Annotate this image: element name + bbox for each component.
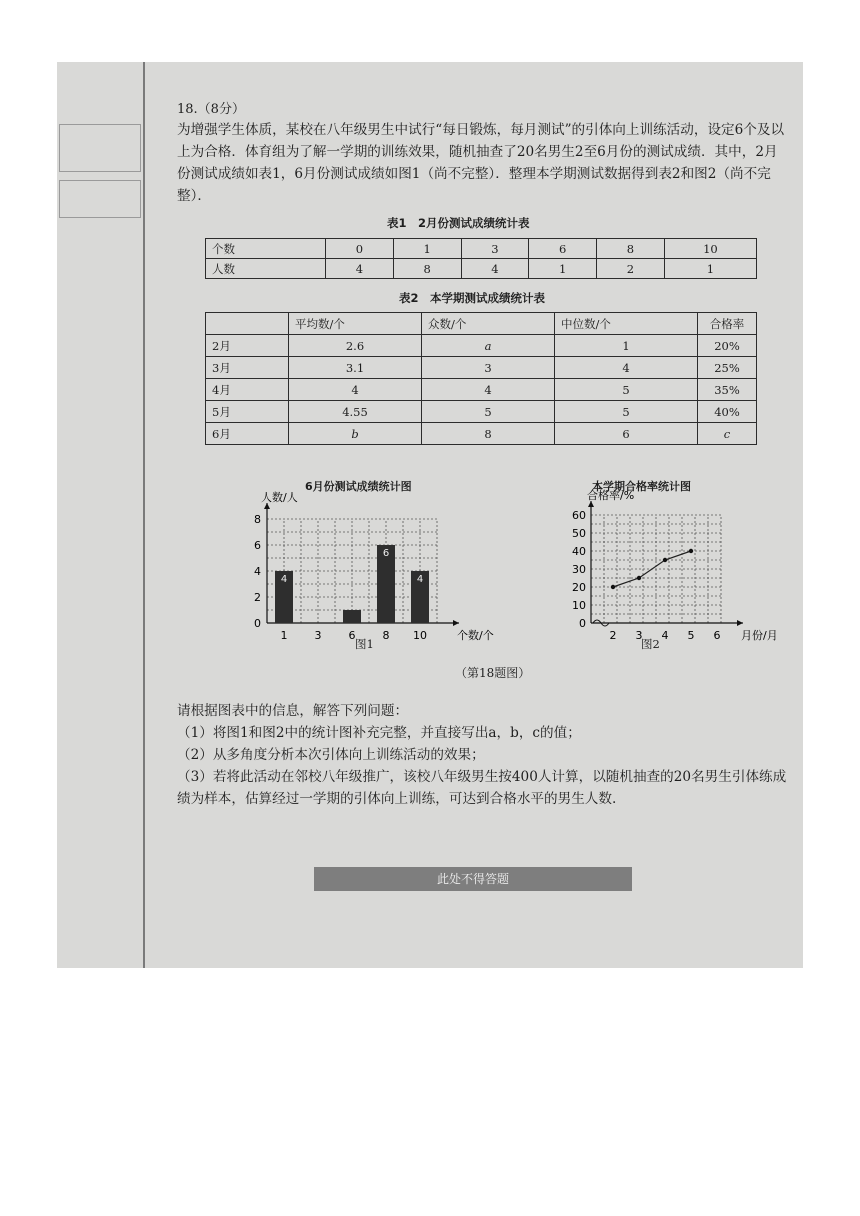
- table2-cell: 5: [422, 401, 555, 423]
- table2-cell: a: [422, 335, 555, 357]
- subquestion-1: （1）将图1和图2中的统计图补充完整，并直接写出a，b，c的值；: [177, 725, 581, 741]
- binding-margin-line: [143, 62, 145, 968]
- table1-cell: 6: [529, 239, 597, 259]
- data-label: 4: [280, 574, 288, 585]
- table2-cell: c: [698, 423, 757, 445]
- table2-header-mean: 平均数/个: [289, 313, 422, 335]
- y-tick-label: 6: [254, 539, 261, 552]
- y-tick-label: 20: [572, 581, 586, 594]
- subquestion-2: （2）从多角度分析本次引体向上训练活动的效果；: [177, 747, 485, 763]
- data-point: [611, 585, 615, 589]
- x-tick-label: 3: [635, 629, 643, 642]
- table2-cell: 4: [422, 379, 555, 401]
- table2-caption: 表2 本学期测试成绩统计表: [399, 291, 546, 305]
- bar: [343, 610, 361, 623]
- x-tick-label: 2: [609, 629, 617, 642]
- x-axis-arrow: [453, 620, 459, 626]
- score-box-1: [59, 124, 141, 172]
- table2-cell: 5: [555, 401, 698, 423]
- figure2-caption: 图2: [641, 637, 660, 651]
- x-tick-label: 10: [413, 629, 427, 642]
- x-axis-arrow: [737, 620, 743, 626]
- y-tick-label: 40: [572, 545, 586, 558]
- table2-cell: 25%: [698, 357, 757, 379]
- x-tick-label: 1: [280, 629, 288, 642]
- table1-cell: 10: [664, 239, 756, 259]
- table1-cell: 4: [326, 259, 394, 279]
- table2-cell: 3: [422, 357, 555, 379]
- y-tick-label: 4: [254, 565, 261, 578]
- no-answer-banner: 此处不得答题: [314, 867, 632, 891]
- table1: [205, 238, 757, 279]
- y-tick-label: 60: [572, 509, 586, 522]
- table1-cell: 8: [393, 259, 461, 279]
- x-axis-label: 月份/月: [741, 629, 778, 642]
- x-axis-label: 个数/个: [457, 629, 494, 642]
- y-axis-label: 人数/人: [261, 491, 298, 504]
- x-tick-label: 8: [382, 629, 390, 642]
- table1-header-people: 人数: [206, 259, 326, 279]
- prompt: 请根据图表中的信息，解答下列问题：: [177, 703, 409, 719]
- table1-cell: 1: [393, 239, 461, 259]
- table2-cell: 4.55: [289, 401, 422, 423]
- table-row: [206, 423, 757, 445]
- y-tick-label: 2: [254, 591, 261, 604]
- table2: [205, 312, 757, 445]
- table-row: [206, 357, 757, 379]
- table1-cell: 2: [597, 259, 665, 279]
- table1-cell: 3: [461, 239, 529, 259]
- line-chart: [569, 489, 799, 643]
- bar-chart: [247, 493, 497, 643]
- x-tick-label: 6: [348, 629, 356, 642]
- y-tick-label: 30: [572, 563, 586, 576]
- score-box-2: [59, 180, 141, 218]
- subquestion-3: （3）若将此活动在邻校八年级推广，该校八年级男生按400人计算，以随机抽查的20名男生引体练成绩为样本，估算经过一学期的引体向上训练，可达到合格水平的男生人数.: [177, 769, 787, 807]
- y-tick-label: 0: [579, 617, 586, 630]
- exam-sheet: [57, 62, 803, 968]
- table2-month: 5月: [206, 401, 289, 423]
- data-point: [689, 549, 693, 553]
- table1-row-people: [206, 259, 757, 279]
- table2-cell: 35%: [698, 379, 757, 401]
- table1-cell: 4: [461, 259, 529, 279]
- y-tick-label: 0: [254, 617, 261, 630]
- table2-cell: b: [289, 423, 422, 445]
- table2-month: 6月: [206, 423, 289, 445]
- data-point: [663, 558, 667, 562]
- y-tick-label: 8: [254, 513, 261, 526]
- question-paragraph: 为增强学生体质，某校在八年级男生中试行“每日锻炼，每月测试”的引体向上训练活动，设定6个及以上为合格．体育组为了解一学期的训练效果，随机抽查了20名男生2至6月份的测试成绩．其中，2月份测试成绩如表1，6月份测试成绩如图1（尚不完整）．整理本学期测试数据得到表2和图2（尚不完整）．: [177, 122, 785, 204]
- y-axis-label: 合格率/%: [587, 489, 635, 502]
- y-tick-label: 50: [572, 527, 586, 540]
- table2-header-pass-rate: 合格率: [698, 313, 757, 335]
- table-row: [206, 401, 757, 423]
- x-tick-label: 3: [314, 629, 322, 642]
- table1-cell: 0: [326, 239, 394, 259]
- x-tick-label: 4: [661, 629, 669, 642]
- data-label: 6: [382, 548, 390, 559]
- table2-month: 3月: [206, 357, 289, 379]
- figure-caption: （第18题图）: [455, 666, 531, 680]
- table1-cell: 8: [597, 239, 665, 259]
- table1-header-counts: 个数: [206, 239, 326, 259]
- chart2-title: 本学期合格率统计图: [592, 480, 691, 493]
- table2-cell: 20%: [698, 335, 757, 357]
- table2-month: 4月: [206, 379, 289, 401]
- table2-cell: 2.6: [289, 335, 422, 357]
- x-tick-label: 5: [687, 629, 695, 642]
- table2-cell: 1: [555, 335, 698, 357]
- question-number: 18.（8分）: [177, 102, 245, 117]
- chart1-title: 6月份测试成绩统计图: [305, 480, 412, 493]
- table-row: [206, 379, 757, 401]
- table2-cell: 4: [555, 357, 698, 379]
- table2-header-row: [206, 313, 757, 335]
- table2-corner: [206, 313, 289, 335]
- table2-cell: 40%: [698, 401, 757, 423]
- table2-header-mode: 众数/个: [422, 313, 555, 335]
- table2-cell: 6: [555, 423, 698, 445]
- table-row: [206, 335, 757, 357]
- table1-caption: 表1 2月份测试成绩统计表: [387, 216, 530, 230]
- figure1-caption: 图1: [355, 637, 374, 651]
- x-tick-label: 6: [713, 629, 721, 642]
- y-tick-label: 10: [572, 599, 586, 612]
- data-label: 4: [416, 574, 424, 585]
- table2-cell: 3.1: [289, 357, 422, 379]
- table1-cell: 1: [529, 259, 597, 279]
- data-point: [637, 576, 641, 580]
- table1-row-counts: [206, 239, 757, 259]
- table2-header-median: 中位数/个: [555, 313, 698, 335]
- table2-cell: 8: [422, 423, 555, 445]
- table1-cell: 1: [664, 259, 756, 279]
- table2-cell: 5: [555, 379, 698, 401]
- table2-cell: 4: [289, 379, 422, 401]
- table2-month: 2月: [206, 335, 289, 357]
